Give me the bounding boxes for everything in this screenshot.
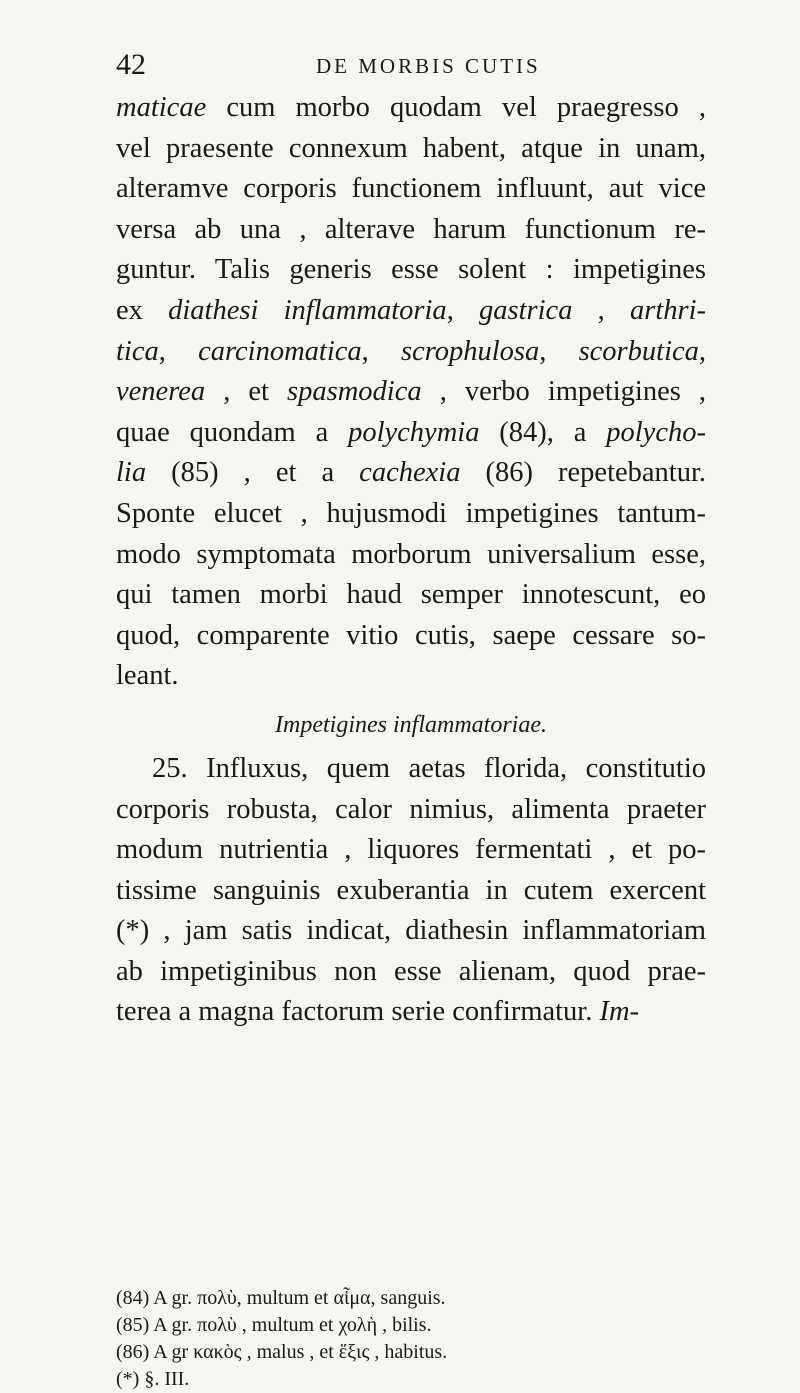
text-line: [116, 656, 706, 697]
text-run: ,: [698, 335, 707, 367]
page-number: 42: [116, 48, 146, 81]
text-line: [116, 749, 706, 790]
text-line: [116, 830, 706, 871]
running-title: DE MORBIS CUTIS: [316, 54, 541, 78]
body-text: [116, 88, 706, 1033]
text-run: 25. Influxus, quem aetas florida, constitutio: [152, 752, 706, 784]
italic-term: cachexia: [359, 457, 461, 489]
italic-term: spasmodica: [287, 376, 422, 408]
text-line: [116, 871, 706, 912]
italic-term: tica: [116, 335, 159, 367]
text-run: (86) repetebantur.: [460, 457, 707, 489]
footnote: (*) §. III.: [116, 1368, 190, 1390]
text-run: terea a magna factorum serie confirmatur.: [116, 996, 600, 1028]
italic-term: diathesi inflammatoria: [168, 294, 447, 326]
italic-term: polycho-: [606, 416, 706, 448]
paragraph: [116, 88, 706, 697]
text-run: ,: [158, 335, 199, 367]
text-line: [116, 169, 706, 210]
text-run: tissime sanguinis exuberantia in cutem exercent: [116, 874, 706, 906]
text-line: [116, 129, 706, 170]
footnote: (85) A gr. πολὺ , multum et χολὴ , bilis.: [116, 1314, 432, 1336]
text-run: cum morbo quodam vel praegresso ,: [206, 92, 706, 123]
italic-term: scorbutica: [578, 335, 699, 367]
text-run: guntur. Talis generis esse solent : impetigines: [116, 254, 706, 286]
text-run: qui tamen morbi haud semper innotescunt, eo: [116, 579, 706, 611]
text-run: vel praesente connexum habent, atque in unam,: [116, 132, 706, 164]
text-run: ,: [361, 335, 401, 367]
text-line: [116, 250, 706, 291]
text-line: [116, 332, 706, 373]
paragraph: [116, 749, 706, 1033]
text-line: [116, 911, 706, 952]
italic-term: arthri-: [630, 294, 707, 326]
italic-term: maticae: [116, 92, 207, 123]
italic-term: gastrica: [479, 294, 573, 326]
footnote: (86) A gr κακὸς , malus , et ἕξις , habitus.: [116, 1341, 448, 1363]
text-line: [116, 453, 706, 494]
text-line: [116, 413, 706, 454]
text-run: Sponte elucet , hujusmodi impetigines tantum-: [116, 497, 706, 529]
text-run: ab impetiginibus non esse alienam, quod prae-: [116, 955, 706, 987]
text-line: [116, 372, 706, 413]
italic-term: scrophulosa: [400, 335, 540, 367]
text-line: [116, 291, 706, 332]
text-run: (84), a: [479, 416, 607, 448]
text-run: ,: [446, 294, 480, 326]
text-line: [116, 790, 706, 831]
page-header: [116, 48, 706, 88]
text-run: ,: [572, 294, 631, 326]
text-run: modum nutrientia , liquores fermentati , et po-: [116, 834, 706, 866]
text-line: [116, 494, 706, 535]
text-line: [116, 88, 706, 129]
text-run: modo symptomata morborum universalium esse,: [116, 538, 706, 570]
text-run: quod, comparente vitio cutis, saepe cessare so-: [116, 619, 706, 651]
text-run: , et: [205, 376, 288, 408]
text-run: versa ab una , alterave harum functionum re-: [116, 213, 706, 245]
text-run: corporis robusta, calor nimius, alimenta praeter: [116, 793, 706, 825]
text-line: [116, 616, 706, 657]
text-run: ,: [539, 335, 579, 367]
text-line: [116, 952, 706, 993]
text-line: [116, 535, 706, 576]
text-line: [116, 210, 706, 251]
text-run: leant.: [116, 660, 179, 692]
italic-term: polychymia: [348, 416, 480, 448]
text-line: [116, 575, 706, 616]
text-run: (*) , jam satis indicat, diathesin inflammatoriam: [116, 915, 706, 947]
italic-term: lia: [116, 457, 147, 489]
italic-term: Im-: [599, 996, 640, 1028]
text-run: , verbo impetigines ,: [421, 376, 706, 408]
section-heading: Impetigines inflammatoriae.: [275, 711, 547, 738]
italic-term: venerea: [116, 376, 206, 408]
text-line: [116, 992, 706, 1033]
footnotes: [116, 1285, 706, 1393]
footnote: (84) A gr. πολὺ, multum et αἷμα, sanguis.: [116, 1287, 446, 1309]
text-run: quae quondam a: [116, 416, 349, 448]
italic-term: carcinomatica: [198, 335, 362, 367]
text-run: ex: [116, 294, 169, 326]
text-run: (85) , et a: [146, 457, 360, 489]
text-run: alteramve corporis functionem influunt, aut vice: [116, 173, 706, 205]
